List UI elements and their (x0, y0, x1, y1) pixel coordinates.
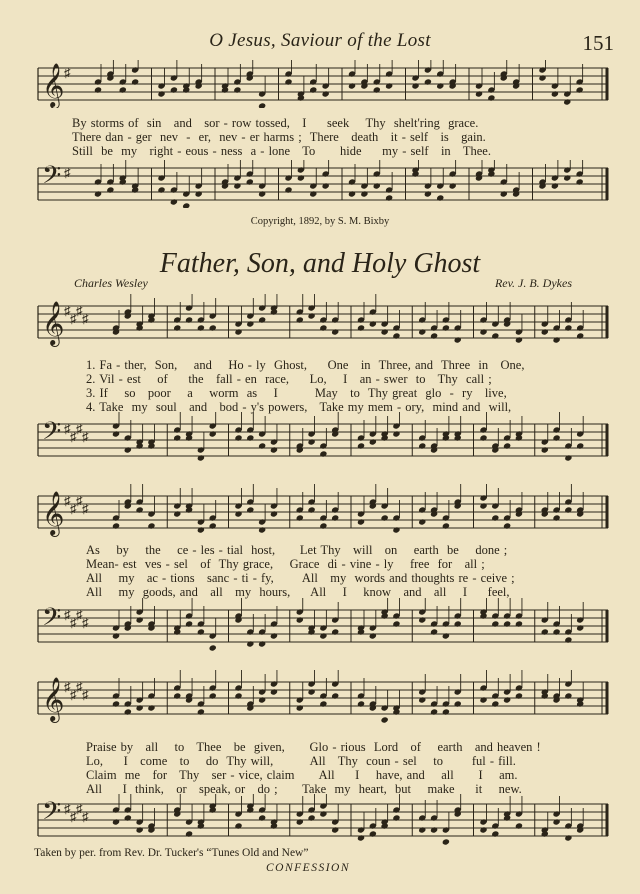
note-head (392, 526, 400, 533)
note-head (157, 90, 165, 97)
note-head (270, 632, 278, 639)
note-head (173, 510, 181, 517)
note-head (418, 696, 426, 703)
running-title: O Jesus, Saviour of the Lost (209, 30, 431, 51)
note-head (503, 620, 511, 627)
note-head (173, 434, 181, 441)
note-head (319, 450, 327, 457)
sharp-icon: ♯ (82, 501, 89, 516)
note-head (112, 700, 120, 707)
note-head (234, 434, 242, 441)
sharp-icon: ♯ (70, 311, 77, 326)
note-head (106, 186, 114, 193)
source-footnote: Taken by per. from Rev. Dr. Tucker's “Tunes Old and New” (34, 847, 309, 859)
note-head (173, 692, 181, 699)
sharp-icon: ♯ (64, 165, 71, 180)
composer-credit: Rev. J. B. Dykes (494, 276, 572, 290)
note-head (296, 316, 304, 323)
sharp-icon: ♯ (64, 65, 71, 80)
note-head (209, 692, 217, 699)
bass-clef-icon: 𝄢 (42, 161, 62, 196)
note-head (307, 814, 315, 821)
note-head (541, 446, 549, 453)
note-head (112, 632, 120, 639)
note-head (424, 190, 432, 197)
note-head (564, 454, 572, 461)
note-head (357, 442, 365, 449)
sharp-icon: ♯ (76, 421, 83, 436)
sharp-icon: ♯ (82, 311, 89, 326)
note-head (185, 830, 193, 837)
treble-clef-icon: 𝄞 (42, 63, 65, 107)
sharp-icon: ♯ (64, 493, 71, 508)
note-head (296, 616, 304, 623)
note-head (258, 814, 266, 821)
sharp-icon: ♯ (64, 679, 71, 694)
treble-clef-icon: 𝄞 (42, 677, 65, 721)
note-head (479, 826, 487, 833)
note-head (418, 328, 426, 335)
note-head (309, 86, 317, 93)
note-head (503, 696, 511, 703)
note-head (442, 324, 450, 331)
note-head (209, 324, 217, 331)
note-head (424, 78, 432, 85)
staff-treble-system3 (34, 670, 610, 726)
note-head (331, 328, 339, 335)
note-head (170, 198, 178, 205)
note-head (124, 814, 132, 821)
note-head (381, 716, 389, 723)
note-head (182, 202, 190, 208)
sharp-icon: ♯ (64, 303, 71, 318)
note-head (147, 704, 155, 711)
note-head (475, 90, 483, 97)
note-head (369, 632, 377, 639)
note-head (503, 522, 511, 529)
note-head (491, 332, 499, 339)
note-head (385, 82, 393, 89)
note-head (418, 616, 426, 623)
author-credit: Charles Wesley (74, 276, 148, 290)
note-head (296, 818, 304, 825)
staff-treble-system2 (34, 484, 610, 540)
note-head (418, 442, 426, 449)
note-head (197, 324, 205, 331)
lyric-line: All I think, or speak, or do ; Take my heart, but make it new. (86, 782, 522, 796)
note-head (564, 506, 572, 513)
note-head (136, 616, 144, 623)
lyric-line: There dan - ger nev - er, nev - er harms ; There death it - self is gain. (72, 130, 486, 144)
note-head (185, 316, 193, 323)
note-head (551, 90, 559, 97)
note-head (209, 644, 217, 651)
note-head (131, 78, 139, 85)
note-head (491, 620, 499, 627)
note-head (319, 632, 327, 639)
note-head (503, 442, 511, 449)
sharp-icon: ♯ (64, 801, 71, 816)
note-head (258, 190, 266, 197)
note-head (197, 628, 205, 635)
lyric-line: By storms of sin and sor - row tossed, I seek Thy shelt'ring grace. (72, 116, 479, 130)
sharp-icon: ♯ (82, 615, 89, 630)
note-head (209, 522, 217, 529)
note-head (564, 692, 572, 699)
note-head (185, 620, 193, 627)
music-staff (34, 598, 610, 654)
note-head (258, 696, 266, 703)
note-head (418, 826, 426, 833)
note-head (270, 446, 278, 453)
note-head (270, 688, 278, 695)
note-head (136, 826, 144, 833)
note-head (296, 704, 304, 711)
note-head (319, 522, 327, 529)
note-head (307, 688, 315, 695)
note-head (157, 186, 165, 193)
lyric-line: 3. If so poor a worm as I May to Thy great glo - ry live, (86, 386, 507, 400)
lyric-line: All my goods, and all my hours, All I know and all I feel, (86, 585, 510, 599)
note-head (541, 328, 549, 335)
note-head (322, 90, 330, 97)
note-head (307, 312, 315, 319)
note-head (487, 94, 495, 101)
lyric-line: Lo, I come to do Thy will, All Thy coun - sel to ful - fill. (86, 754, 516, 768)
staff-bass-hymn1 (34, 160, 610, 208)
bass-clef-icon: 𝄢 (42, 417, 62, 452)
note-head (209, 430, 217, 437)
lyric-line: Claim me for Thy ser - vice, claim All I have, and all I am. (86, 768, 518, 782)
note-head (552, 628, 560, 635)
note-head (454, 336, 462, 343)
note-head (348, 82, 356, 89)
music-staff (34, 412, 610, 468)
staff-treble-hymn1 (34, 60, 610, 108)
note-head (246, 506, 254, 513)
note-head (515, 336, 523, 343)
note-head (564, 636, 572, 643)
note-head (564, 834, 572, 841)
staff-bass-system1 (34, 412, 610, 468)
note-head (538, 74, 546, 81)
lyric-line: All my ac - tions sanc - ti - fy, All my words and thoughts re - ceive ; (86, 571, 515, 585)
note-head (112, 430, 120, 437)
sharp-icon: ♯ (82, 429, 89, 444)
note-head (442, 838, 450, 845)
treble-clef-icon: 𝄞 (42, 301, 65, 345)
lyric-line: Still be my right - eous - ness a - lone To hide my - self in Thee. (72, 144, 491, 158)
bass-clef-icon: 𝄢 (42, 603, 62, 638)
music-staff (34, 294, 610, 350)
lyric-line: 1. Fa - ther, Son, and Ho - ly Ghost, One in Three, and Three in One, (86, 358, 525, 372)
note-head (357, 324, 365, 331)
note-head (307, 506, 315, 513)
note-head (94, 190, 102, 197)
sharp-icon: ♯ (70, 501, 77, 516)
note-head (479, 434, 487, 441)
note-head (454, 700, 462, 707)
note-head (385, 194, 393, 201)
note-head (436, 82, 444, 89)
note-head (246, 434, 254, 441)
sharp-icon: ♯ (64, 421, 71, 436)
sharp-icon: ♯ (82, 809, 89, 824)
note-head (576, 86, 584, 93)
note-head (234, 510, 242, 517)
note-head (491, 514, 499, 521)
lyric-line: Mean- est ves - sel of Thy grace, Grace di - vine - ly free for all ; (86, 557, 485, 571)
lyric-line: Praise by all to Thee be given, Glo - rious Lord of earth and heaven ! (86, 740, 541, 754)
note-head (357, 700, 365, 707)
note-head (381, 328, 389, 335)
sharp-icon: ♯ (64, 607, 71, 622)
note-head (392, 332, 400, 339)
page-number: 151 (582, 31, 614, 55)
sharp-icon: ♯ (82, 687, 89, 702)
note-head (479, 696, 487, 703)
note-head (234, 328, 242, 335)
note-head (491, 830, 499, 837)
note-head (392, 814, 400, 821)
note-head (500, 190, 508, 197)
note-head (360, 190, 368, 197)
note-head (369, 438, 377, 445)
note-head (331, 692, 339, 699)
bass-clef-icon: 𝄢 (42, 797, 62, 832)
note-head (436, 194, 444, 201)
note-head (357, 518, 365, 525)
sharp-icon: ♯ (76, 303, 83, 318)
note-head (576, 178, 584, 185)
note-head (124, 708, 132, 715)
note-head (541, 628, 549, 635)
lyric-line: As by the ce - les - tial host, Let Thy will on earth be done ; (86, 543, 508, 557)
note-head (246, 320, 254, 327)
note-head (515, 692, 523, 699)
note-head (195, 190, 203, 197)
note-head (297, 174, 305, 181)
note-head (258, 442, 266, 449)
note-head (392, 430, 400, 437)
note-head (246, 640, 254, 647)
catchword: CONFESSION (266, 862, 350, 874)
note-head (124, 446, 132, 453)
note-head (173, 324, 181, 331)
note-head (552, 434, 560, 441)
sharp-icon: ♯ (76, 679, 83, 694)
note-head (284, 186, 292, 193)
note-head (258, 526, 266, 533)
note-head (392, 620, 400, 627)
note-head (449, 182, 457, 189)
note-head (430, 826, 438, 833)
note-head (552, 818, 560, 825)
note-head (430, 628, 438, 635)
sharp-icon: ♯ (70, 615, 77, 630)
sharp-icon: ♯ (70, 687, 77, 702)
note-head (270, 510, 278, 517)
music-staff (34, 160, 610, 208)
note-head (357, 834, 365, 841)
note-head (564, 324, 572, 331)
note-head (430, 332, 438, 339)
note-head (430, 708, 438, 715)
note-head (454, 620, 462, 627)
sharp-icon: ♯ (70, 809, 77, 824)
note-head (479, 502, 487, 509)
note-head (373, 182, 381, 189)
note-head (307, 438, 315, 445)
sharp-icon: ♯ (70, 429, 77, 444)
note-head (576, 332, 584, 339)
note-head (331, 628, 339, 635)
note-head (319, 810, 327, 817)
staff-bass-system3 (34, 794, 610, 846)
staff-bass-system2 (34, 598, 610, 654)
note-head (331, 826, 339, 833)
note-head (348, 190, 356, 197)
music-staff (34, 484, 610, 540)
note-head (576, 442, 584, 449)
lyric-line: 4. Take my soul and bod - y's powers, Take my mem - ory, mind and will, (86, 400, 512, 414)
note-head (258, 102, 266, 108)
note-head (319, 700, 327, 707)
lyric-line: 2. Vil - est of the fall - en race, Lo, I an - swer to Thy call ; (86, 372, 492, 386)
note-head (119, 86, 127, 93)
note-head (411, 82, 419, 89)
note-head (112, 522, 120, 529)
music-staff (34, 670, 610, 726)
note-head (234, 692, 242, 699)
music-staff (34, 794, 610, 846)
note-head (552, 336, 560, 343)
sharp-icon: ♯ (76, 801, 83, 816)
note-head (233, 182, 241, 189)
note-head (373, 86, 381, 93)
note-head (234, 822, 242, 829)
note-head (552, 514, 560, 521)
note-head (369, 320, 377, 327)
note-head (197, 526, 205, 533)
note-head (418, 518, 426, 525)
note-head (479, 328, 487, 335)
note-head (136, 704, 144, 711)
note-head (563, 174, 571, 181)
note-head (233, 86, 241, 93)
note-head (170, 86, 178, 93)
note-head (94, 86, 102, 93)
note-head (246, 178, 254, 185)
note-head (381, 514, 389, 521)
note-head (576, 624, 584, 631)
note-head (369, 830, 377, 837)
note-head (309, 190, 317, 197)
treble-clef-icon: 𝄞 (42, 491, 65, 535)
note-head (515, 620, 523, 627)
note-head (136, 506, 144, 513)
note-head (258, 640, 266, 647)
hymn-title: Father, Son, and Holy Ghost (159, 248, 481, 279)
note-head (491, 700, 499, 707)
copyright-notice: Copyright, 1892, by S. M. Bixby (250, 216, 390, 227)
note-head (197, 454, 205, 461)
note-head (442, 522, 450, 529)
note-head (331, 514, 339, 521)
sharp-icon: ♯ (76, 493, 83, 508)
note-head (319, 324, 327, 331)
note-head (296, 514, 304, 521)
note-head (147, 522, 155, 529)
note-head (258, 316, 266, 323)
music-staff (34, 60, 610, 108)
note-head (515, 822, 523, 829)
note-head (112, 818, 120, 825)
note-head (284, 78, 292, 85)
note-head (197, 708, 205, 715)
note-head (442, 708, 450, 715)
sharp-icon: ♯ (76, 607, 83, 622)
staff-treble-system1 (34, 294, 610, 350)
note-head (563, 98, 571, 105)
note-head (322, 182, 330, 189)
note-head (551, 182, 559, 189)
note-head (442, 632, 450, 639)
